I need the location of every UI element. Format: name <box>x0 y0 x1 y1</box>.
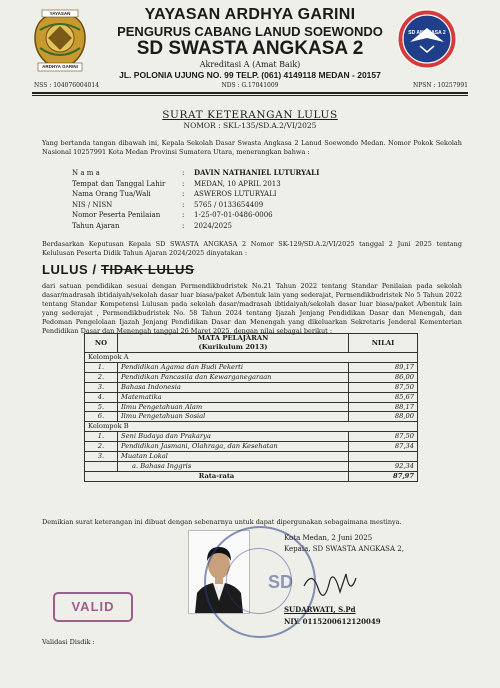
identity-row: N a m a : DAVIN NATHANIEL LUTURYALI <box>72 168 320 177</box>
row-value: 92,34 <box>349 461 418 471</box>
identity-value: 5765 / 0133654409 <box>194 200 264 209</box>
identity-label: Tempat dan Tanggal Lahir <box>72 179 166 188</box>
validation-label: Validasi Disdik : <box>42 638 95 646</box>
table-row <box>85 412 418 422</box>
identity-label: N a m a <box>72 169 100 177</box>
school-address: JL. POLONIA UJUNG NO. 99 TELP. (061) 4149118 MEDAN - 20157 <box>119 70 381 80</box>
identity-row: Tempat dan Tanggal Lahir : MEDAN, 10 APRIL 2013 <box>72 179 281 188</box>
valid-stamp: VALID <box>53 592 133 622</box>
signature-scribble <box>300 566 360 600</box>
table-row <box>85 461 418 471</box>
table-header-row <box>85 334 418 353</box>
col-value-header: NILAI <box>349 334 418 353</box>
table-row <box>85 452 418 462</box>
row-subject: Ilmu Pengetahuan Sosial <box>118 412 349 422</box>
identity-value: 1-25-07-01-0486-0006 <box>194 211 273 219</box>
identity-label: Nomor Peserta Penilaian <box>72 211 161 219</box>
legal-basis-paragraph: dari satuan pendidikan sesuai dengan Permendikbudristek No.21 Tahun 2022 tentang Standar Penilaian pada sekolah dasar/madrasah ibtidaiyah/sekolah dasar luar biasa/paket A/bentuk lain yang sederajat, Permendikbudristek No 5 Tahun 2022 tentang Standar Kompetensi Lulusan pada sekolah dasar/madrasah ibtidaiyah/sekolah dasar luar biasa/paket A/bentuk lain yang sederajat , Permendikbudristek No. 58 Tahun 2024 tentang Ijazah Jenjang Pendidikan Dasar dan Menengah, dan Pedoman Pengelolaan Ijazah Jenjang Pendidikan Dasar dan Menengah yang dikeluarkan Sekretaris Jenderal Kementerian Pendidikan Dasar dan Menengah tanggal 26 Maret 2025, dengan nilai sebagai berikut : <box>42 282 462 335</box>
average-label: Rata-rata <box>85 471 349 481</box>
row-subject: Matematika <box>118 392 349 402</box>
row-value: 87,50 <box>349 432 418 442</box>
nds-number: NDS : G.17041009 <box>221 82 279 89</box>
header-rule-thin <box>32 95 468 96</box>
identity-value: 2024/2025 <box>194 221 232 230</box>
table-row <box>85 372 418 382</box>
table-row <box>85 432 418 442</box>
row-no: 2. <box>85 442 118 452</box>
closing-paragraph: Demikian surat keterangan ini dibuat dengan sebenarnya untuk dapat dipergunakan sebagaimana mestinya. <box>42 518 402 526</box>
header-rule-thick <box>32 92 468 94</box>
table-row <box>85 382 418 392</box>
logo-right-text: SD ANGKASA 2 <box>408 30 446 36</box>
decision-paragraph: Berdasarkan Keputusan Kepala SD SWASTA ANGKASA 2 Nomor SK-129/SD.A.2/VI/2025 tanggal 2 Juni 2025 tentang Kelulusan Peserta Didik Tahun Ajaran 2024/2025 dinyatakan : <box>42 240 462 257</box>
row-no: 6. <box>85 412 118 422</box>
row-value: 86,00 <box>349 372 418 382</box>
identity-value: DAVIN NATHANIEL LUTURYALI <box>194 168 320 177</box>
signatory-name: SUDARWATI, S.Pd <box>284 605 356 614</box>
group-row <box>85 353 418 363</box>
result-statement <box>42 262 194 277</box>
row-no: 1. <box>85 362 118 372</box>
identity-label: Nama Orang Tua/Wali <box>72 190 151 198</box>
row-subject: Muatan Lokal <box>118 452 349 462</box>
col-subject-header <box>118 334 349 353</box>
result-lulus: LULUS / <box>42 262 101 277</box>
result-tidak-lulus: TIDAK LULUS <box>100 262 195 277</box>
identity-row: NIS / NISN : 5765 / 0133654409 <box>72 200 264 209</box>
row-subject: Pendidikan Agama dan Budi Pekerti <box>118 362 349 372</box>
intro-paragraph: Yang bertanda tangan dibawah ini, Kepala Sekolah Dasar Swasta Angkasa 2 Lanud Soewondo Medan. Nomor Pokok Sekolah Nasional 10257991 Kota Medan Provinsi Sumatera Utara, menerangkan bahwa : <box>42 139 462 156</box>
group-a-label: Kelompok A <box>85 353 418 363</box>
identity-row: Tahun Ajaran : 2024/2025 <box>72 221 232 230</box>
row-subject: Seni Budaya dan Prakarya <box>118 432 349 442</box>
branch-name: PENGURUS CABANG LANUD SOEWONDO <box>117 24 383 39</box>
row-no: 5. <box>85 402 118 412</box>
logo-left-bottom-text: ARDHYA GARINI <box>42 64 78 69</box>
row-subject: Ilmu Pengetahuan Alam <box>118 402 349 412</box>
school-name: SD SWASTA ANGKASA 2 <box>136 38 364 59</box>
group-b-label: Kelompok B <box>85 422 418 432</box>
nss-number: NSS : 104076004014 <box>34 82 100 89</box>
row-no: 2. <box>85 372 118 382</box>
table-row <box>85 362 418 372</box>
identity-value: ASWEROS LUTURYALI <box>194 190 277 198</box>
document-title: SURAT KETERANGAN LULUS <box>162 109 338 121</box>
signature-block <box>284 533 404 554</box>
row-value: 87,34 <box>349 442 418 452</box>
table-row <box>85 402 418 412</box>
group-row <box>85 422 418 432</box>
logo-left-top-text: YAYASAN <box>49 11 71 16</box>
row-no <box>85 461 118 471</box>
row-no: 3. <box>85 382 118 392</box>
row-value: 87,50 <box>349 382 418 392</box>
signatory-nip: NIY. 0115200612120049 <box>284 617 381 626</box>
table-row <box>85 392 418 402</box>
subject-header-line2: (Kurikulum 2013) <box>198 343 268 351</box>
signature-place-date: Kota Medan, 2 Juni 2025 <box>284 534 373 542</box>
signature-position: Kepala, SD SWASTA ANGKASA 2, <box>284 544 404 553</box>
subject-header-line1: MATA PELAJARAN <box>197 334 269 342</box>
average-value: 87,97 <box>349 471 418 481</box>
identity-label: NIS / NISN <box>72 200 113 209</box>
row-no: 1. <box>85 432 118 442</box>
identity-value: MEDAN, 10 APRIL 2013 <box>194 179 281 188</box>
row-subject: Bahasa Indonesia <box>118 382 349 392</box>
row-subject: a. Bahasa Inggris <box>118 461 349 471</box>
row-value <box>349 452 418 462</box>
col-no-header: NO <box>85 334 118 353</box>
student-identity <box>72 168 319 231</box>
row-subject: Pendidikan Jasmani, Olahraga, dan Kesehatan <box>118 442 349 452</box>
row-no: 4. <box>85 392 118 402</box>
identity-label: Tahun Ajaran <box>72 221 120 230</box>
row-value: 89,17 <box>349 362 418 372</box>
row-value: 85,67 <box>349 392 418 402</box>
document-number: NOMOR : SKL-135/SD.A.2/VI/2025 <box>183 121 317 130</box>
accreditation: Akreditasi A (Amat Baik) <box>199 60 301 69</box>
npsn-number: NPSN : 10257991 <box>412 82 468 89</box>
row-value: 88,17 <box>349 402 418 412</box>
row-value: 88,00 <box>349 412 418 422</box>
average-row <box>85 471 418 481</box>
row-subject: Pendidikan Pancasila dan Kewarganegaraan <box>118 372 349 382</box>
stamp-text: SD <box>268 572 294 592</box>
foundation-name: YAYASAN ARDHYA GARINI <box>144 6 356 23</box>
table-row <box>85 442 418 452</box>
grades-table <box>84 333 418 482</box>
identity-row: Nama Orang Tua/Wali : ASWEROS LUTURYALI <box>72 190 277 198</box>
identity-row: Nomor Peserta Penilaian : 1-25-07-01-0486-0006 <box>72 211 273 219</box>
row-no: 3. <box>85 452 118 462</box>
